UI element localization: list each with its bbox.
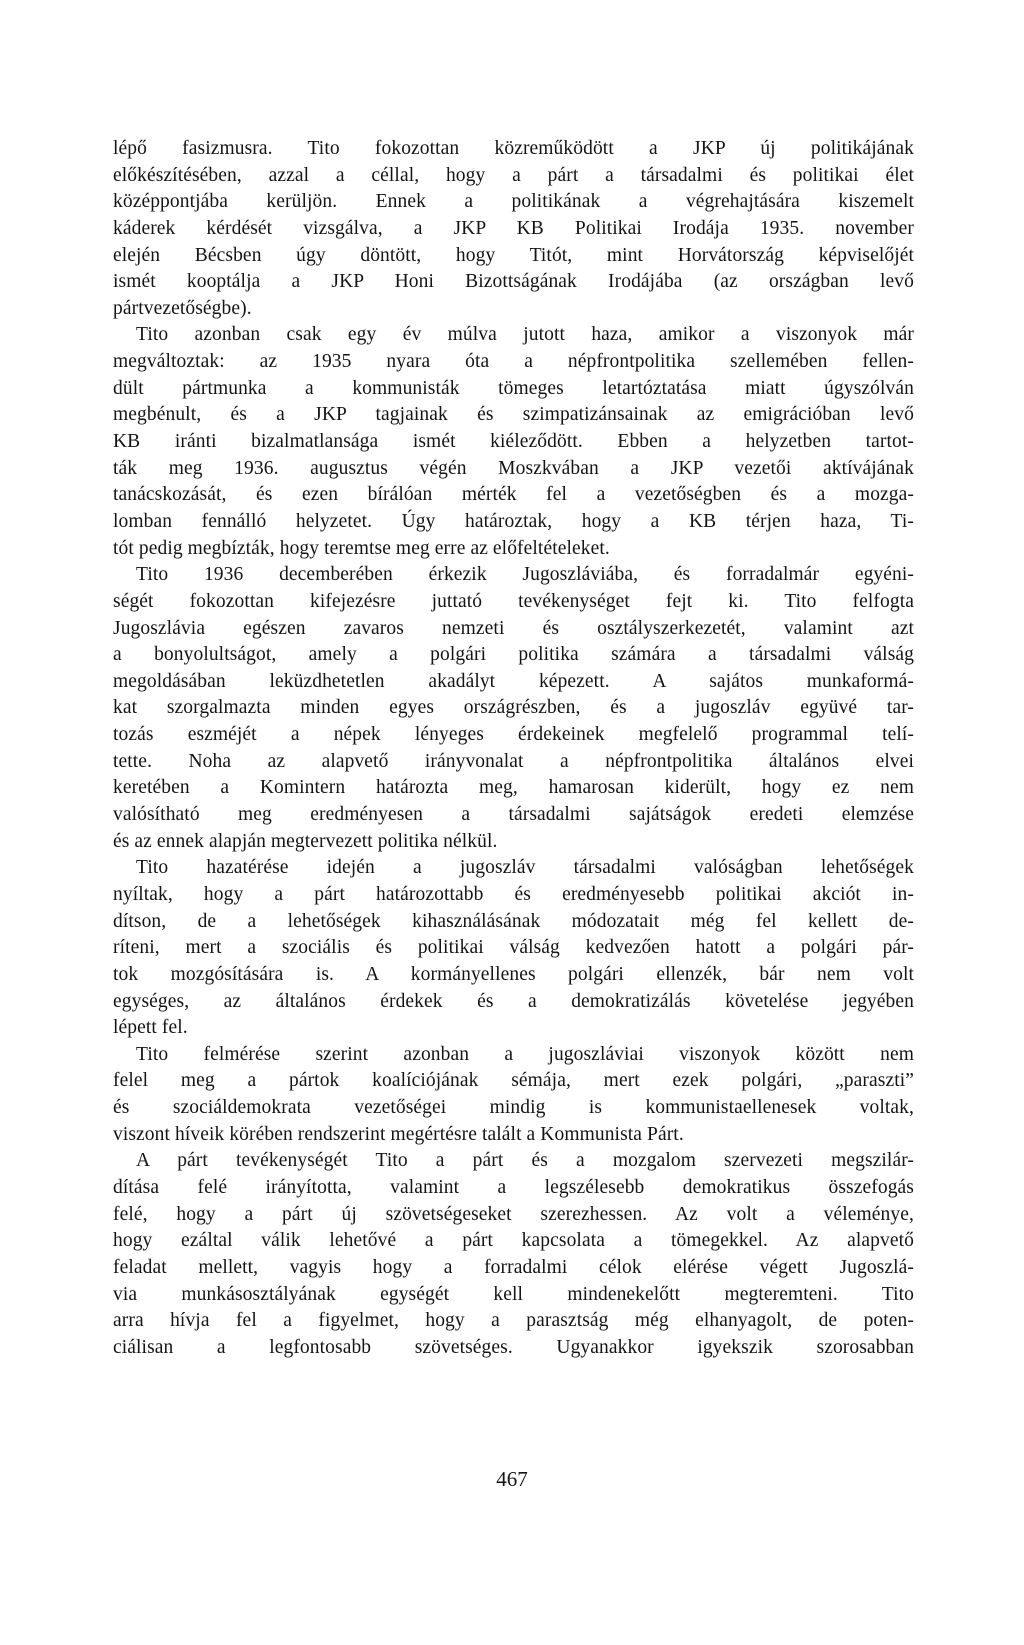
text-line: és szociáldemokrata vezetőségei mindig is kommunistaellenesek voltak,: [113, 1097, 914, 1119]
text-line: dült pártmunka a kommunisták tömeges letartóztatása miatt úgyszólván: [113, 377, 914, 399]
text-line: lomban fennálló helyzetet. Úgy határoztak, hogy a KB térjen haza, Ti-: [113, 510, 914, 532]
text-line: ségét fokozottan kifejezésre juttató tevékenységet fejt ki. Tito felfogta: [113, 590, 914, 612]
text-line: via munkásosztályának egységét kell mindenekelőtt megteremteni. Tito: [113, 1283, 914, 1305]
text-line: megbénult, és a JKP tagjainak és szimpatizánsainak az emigrációban levő: [113, 404, 914, 426]
text-line: A párt tevékenységét Tito a párt és a mozgalom szervezeti megszilár-: [136, 1150, 914, 1172]
text-line: nyíltak, hogy a párt határozottabb és eredményesebb politikai akciót in-: [113, 883, 914, 905]
text-line: a bonyolultságot, amely a polgári politika számára a társadalmi válság: [113, 644, 914, 666]
text-line: KB iránti bizalmatlansága ismét kiéleződött. Ebben a helyzetben tartot-: [113, 431, 914, 453]
text-line: egységes, az általános érdekek és a demokratizálás követelése jegyében: [113, 990, 914, 1012]
text-line: és az ennek alapján megtervezett politika nélkül.: [113, 830, 498, 852]
text-line: ismét kooptálja a JKP Honi Bizottságának Irodájába (az országban levő: [113, 271, 914, 293]
text-line: tanácskozását, és ezen bírálóan mérték fel a vezetőségben és a mozga-: [113, 484, 914, 506]
text-line: dítson, de a lehetőségek kihasználásának módozatait még fel kellett de-: [113, 910, 914, 932]
body-text: [113, 136, 914, 1361]
text-line: valósítható meg eredményesen a társadalmi sajátságok eredeti elemzése: [113, 804, 914, 826]
text-line: lépő fasizmusra. Tito fokozottan közreműködött a JKP új politikájának: [113, 138, 914, 159]
text-line: előkészítésében, azzal a céllal, hogy a párt a társadalmi és politikai élet: [113, 164, 914, 186]
text-line: pártvezetőségbe).: [113, 297, 252, 319]
text-line: arra hívja fel a figyelmet, hogy a parasztság még elhanyagolt, de poten-: [113, 1310, 914, 1332]
text-line: dítása felé irányította, valamint a legszélesebb demokratikus összefogás: [113, 1176, 914, 1198]
text-line: Tito 1936 decemberében érkezik Jugoszláviába, és forradalmár egyéni-: [136, 564, 914, 586]
text-line: ták meg 1936. augusztus végén Moszkvában a JKP vezetői aktívájának: [113, 457, 914, 479]
text-line: tozás eszméjét a népek lényeges érdekeinek megfelelő programmal telí-: [113, 724, 914, 746]
text-line: Tito felmérése szerint azonban a jugoszláviai viszonyok között nem: [136, 1043, 914, 1065]
text-line: viszont híveik körében rendszerint megértésre talált a Kommunista Párt.: [113, 1123, 684, 1145]
text-line: kat szorgalmazta minden egyes országrészben, és a jugoszláv együvé tar-: [113, 697, 914, 719]
text-line: ríteni, mert a szociális és politikai válság kedvezően hatott a polgári pár-: [113, 937, 914, 959]
text-line: Jugoszlávia egészen zavaros nemzeti és osztályszerkezetét, valamint azt: [113, 617, 914, 639]
text-line: Tito azonban csak egy év múlva jutott haza, amikor a viszonyok már: [136, 324, 914, 346]
text-line: megváltoztak: az 1935 nyara óta a népfrontpolitika szellemében fellen-: [113, 351, 914, 373]
text-line: ciálisan a legfontosabb szövetséges. Ugyanakkor igyekszik szorosabban: [113, 1336, 914, 1358]
text-line: középpontjába kerüljön. Ennek a politikának a végrehajtására kiszemelt: [113, 191, 914, 213]
text-line: tok mozgósítására is. A kormányellenes polgári ellenzék, bár nem volt: [113, 963, 914, 985]
text-line: megoldásában leküzdhetetlen akadályt képezett. A sajátos munkaformá-: [113, 670, 914, 692]
text-line: elején Bécsben úgy döntött, hogy Titót, mint Horvátország képviselőjét: [113, 244, 914, 266]
text-line: tette. Noha az alapvető irányvonalat a népfrontpolitika általános elvei: [113, 750, 914, 772]
text-line: hogy ezáltal válik lehetővé a párt kapcsolata a tömegekkel. Az alapvető: [113, 1230, 914, 1252]
text-line: káderek kérdését vizsgálva, a JKP KB Politikai Irodája 1935. november: [113, 217, 914, 239]
text-line: Tito hazatérése idején a jugoszláv társadalmi valóságban lehetőségek: [136, 857, 914, 879]
text-line: lépett fel.: [113, 1017, 188, 1039]
text-line: felé, hogy a párt új szövetségeseket szerezhessen. Az volt a véleménye,: [113, 1203, 914, 1225]
text-line: keretében a Komintern határozta meg, hamarosan kiderült, hogy ez nem: [113, 777, 914, 799]
text-line: feladat mellett, vagyis hogy a forradalmi célok elérése végett Jugoszlá-: [113, 1256, 914, 1278]
page-number: 467: [496, 1467, 528, 1491]
text-line: tót pedig megbízták, hogy teremtse meg erre az előfeltételeket.: [113, 537, 610, 559]
text-line: felel meg a pártok koalíciójának sémája, mert ezek polgári, „paraszti”: [113, 1070, 914, 1092]
